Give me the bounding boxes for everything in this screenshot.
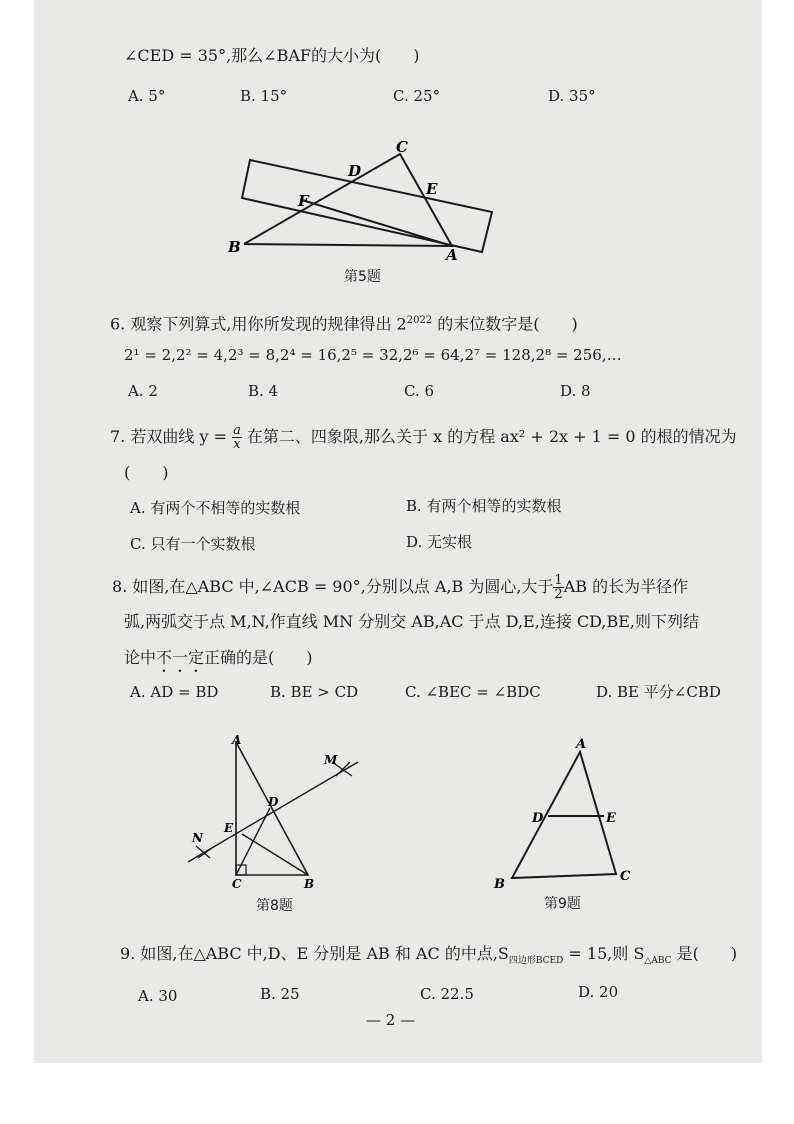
q5-label-c: C bbox=[396, 138, 408, 156]
q7-option-a: A. 有两个不相等的实数根 bbox=[130, 499, 301, 517]
q9-label-c: C bbox=[620, 869, 631, 884]
q8-label-b: B bbox=[304, 877, 315, 891]
q6-sequence: 2¹ = 2,2² = 4,2³ = 8,2⁴ = 16,2⁵ = 32,2⁶ = 64,2⁷ = 128,2⁸ = 256,… bbox=[124, 346, 622, 364]
q7-option-c: C. 只有一个实数根 bbox=[130, 535, 256, 553]
q9-label-d: D bbox=[532, 811, 544, 826]
q8-option-d: D. BE 平分∠CBD bbox=[596, 683, 721, 701]
q8-segment-be bbox=[242, 834, 308, 875]
q6-stem: 6. 观察下列算式,用你所发现的规律得出 $2^{2022}$ 的末位数字是( ) bbox=[110, 314, 578, 334]
q9-label-b: B bbox=[494, 877, 505, 892]
q8-label-n: N bbox=[192, 831, 203, 845]
q5-label-b: B bbox=[228, 238, 241, 256]
q8-label-a: A bbox=[232, 733, 242, 747]
q7-fraction: $\frac{a}{x}$ bbox=[233, 423, 241, 452]
q9-label-a: A bbox=[576, 737, 587, 752]
q8-figure bbox=[180, 730, 370, 895]
q8-label-e: E bbox=[224, 821, 234, 835]
q6-option-c: C. 6 bbox=[404, 382, 435, 400]
q8-caption: 第8题 bbox=[256, 898, 293, 914]
q5-option-b: B. 15° bbox=[240, 87, 288, 105]
q5-option-a: A. 5° bbox=[128, 87, 166, 105]
q6-option-d: D. 8 bbox=[560, 382, 591, 400]
q5-option-d: D. 35° bbox=[548, 87, 596, 105]
q5-stem-tail: ∠CED = 35°,那么∠BAF的大小为( ) bbox=[124, 46, 420, 65]
q8-emphasis: 不一定 bbox=[156, 648, 205, 667]
q8-label-d: D bbox=[268, 795, 279, 809]
q9-option-d: D. 20 bbox=[578, 983, 619, 1001]
page-number: — 2 — bbox=[366, 1011, 416, 1029]
q6-option-b: B. 4 bbox=[248, 382, 279, 400]
q8-fraction: $\frac{1}{2}$ bbox=[554, 573, 563, 602]
q8-line-mn bbox=[188, 762, 358, 862]
q5-label-e: E bbox=[426, 180, 438, 198]
q9-stem: 9. 如图,在△ABC 中,D、E 分别是 AB 和 AC 的中点$,S_{四边形BCED} = 15$,则 $S_{\triangle ABC}$ 是( ) bbox=[120, 944, 738, 967]
q8-label-c: C bbox=[232, 877, 242, 891]
q5-label-f: F bbox=[298, 192, 309, 210]
q7-answer-paren: ( ) bbox=[124, 463, 169, 482]
q9-option-b: B. 25 bbox=[260, 985, 300, 1003]
q9-label-e: E bbox=[606, 811, 616, 826]
q8-label-m: M bbox=[324, 753, 338, 767]
q5-label-a: A bbox=[446, 246, 458, 264]
q7-stem: 7. 若双曲线 y = $\frac{a}{x}$ 在第二、四象限,那么关于 x 的方程 ax² + 2x + 1 = 0 的根的情况为 bbox=[110, 423, 737, 452]
q8-option-a: A. AD = BD bbox=[130, 683, 219, 701]
q5-caption: 第5题 bbox=[344, 269, 381, 285]
q9-option-a: A. 30 bbox=[138, 987, 178, 1005]
q8-option-c: C. ∠BEC = ∠BDC bbox=[405, 683, 541, 701]
q5-label-d: D bbox=[348, 162, 362, 180]
q8-option-b: B. BE > CD bbox=[270, 683, 359, 701]
q9-figure bbox=[488, 732, 638, 892]
q9-caption: 第9题 bbox=[544, 896, 581, 912]
q5-figure bbox=[220, 136, 505, 264]
q6-option-a: A. 2 bbox=[128, 382, 158, 400]
q8-stem-line3: 论中不一定正确的是( ) bbox=[124, 648, 313, 667]
q7-option-d: D. 无实根 bbox=[406, 533, 473, 551]
q8-stem-line1: 8. 如图,在△ABC 中,∠ACB = 90°,分别以点 A,B 为圆心,大于 $\frac{1}{2}$ AB 的长为半径作 bbox=[112, 573, 689, 602]
q7-option-b: B. 有两个相等的实数根 bbox=[406, 497, 562, 515]
q5-option-c: C. 25° bbox=[393, 87, 441, 105]
q8-stem-line2: 弧,两弧交于点 M,N,作直线 MN 分别交 AB,AC 于点 D,E,连接 CD,BE,则下列结 bbox=[124, 612, 700, 631]
q9-option-c: C. 22.5 bbox=[420, 985, 474, 1003]
